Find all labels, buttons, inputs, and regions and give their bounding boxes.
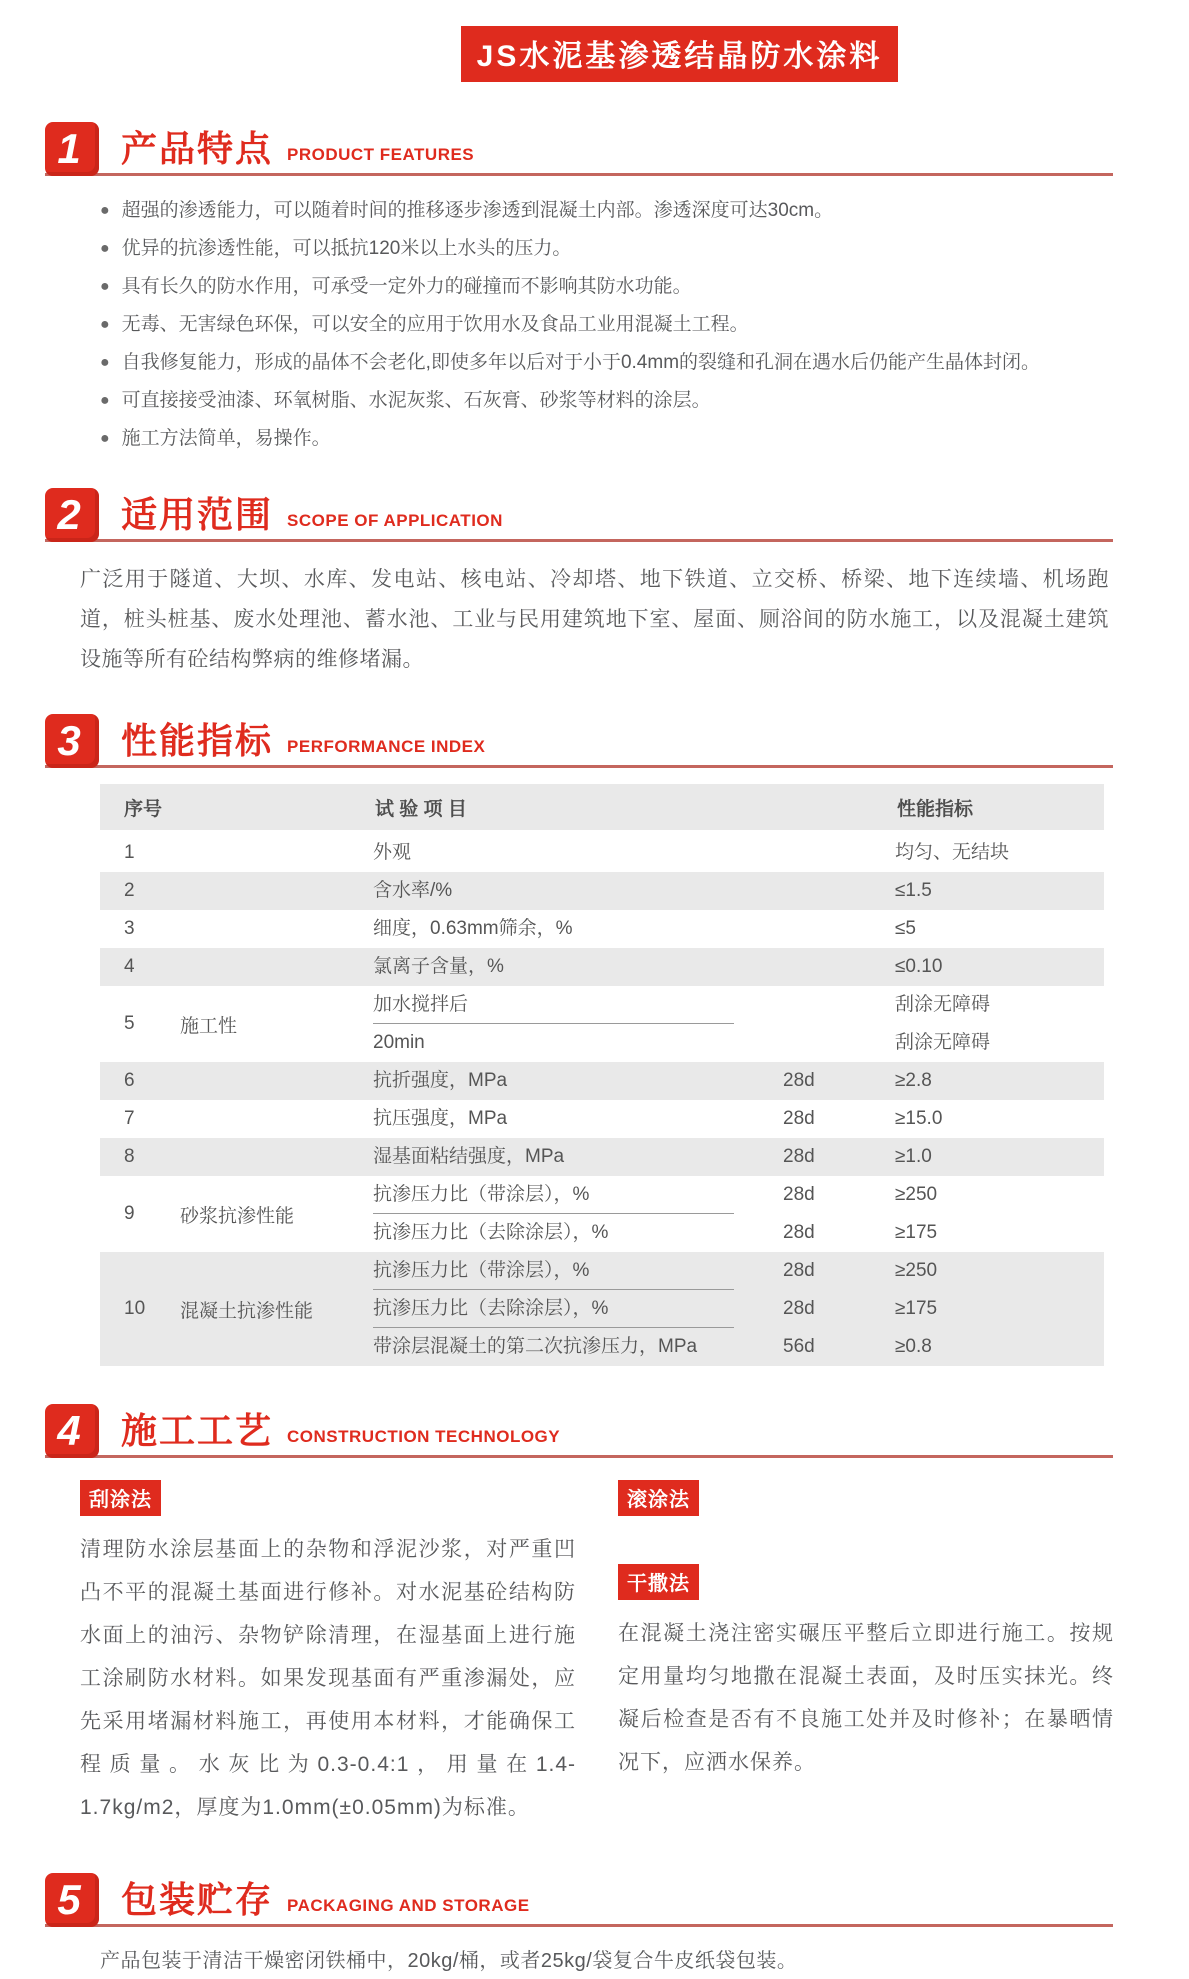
section-2-header xyxy=(45,484,1113,542)
cell-test-item xyxy=(373,1252,783,1366)
age-text: 28d xyxy=(783,1184,815,1205)
test-item-text: 外观 xyxy=(373,842,412,863)
table-row xyxy=(100,986,1104,1062)
test-item-text: 氯离子含量，% xyxy=(373,956,504,977)
index-value-text: 均匀、无结块 xyxy=(895,842,1010,863)
cell-index-value xyxy=(895,1100,1104,1138)
feature-bullet xyxy=(100,268,1113,306)
age-text: 28d xyxy=(783,1260,815,1281)
cell-index-value xyxy=(895,986,1104,1062)
cell-category: 施工性 xyxy=(180,1015,238,1037)
feature-bullet xyxy=(100,230,1113,268)
test-item-text: 抗折强度，MPa xyxy=(373,1070,508,1091)
cell-row-number: 10 xyxy=(124,1298,146,1319)
cell-index-value xyxy=(895,910,1104,948)
index-value-text: ≤0.10 xyxy=(895,956,943,977)
cell-age xyxy=(783,910,895,948)
section-4-number-badge: 4 xyxy=(45,1404,99,1458)
cell-index-value xyxy=(895,1176,1104,1252)
age-text: 28d xyxy=(783,1108,815,1129)
cell-category: 混凝土抗渗性能 xyxy=(180,1300,314,1322)
cell-test-item xyxy=(373,1100,783,1138)
header-col-item: 试 验 项 目 xyxy=(375,798,467,820)
age-text xyxy=(783,1024,895,1062)
test-item-text: 抗压强度，MPa xyxy=(373,1108,508,1129)
scrape-method-text: 清理防水涂层基面上的杂物和浮泥沙浆，对严重凹凸不平的混凝土基面进行修补。对水泥基砼结构防水面上的油污、杂物铲除清理，在湿基面上进行施工涂刷防水材料。如果发现基面有严重渗漏处，应先采用堵漏材料施工，再使用本材料，才能确保工程质量。水灰比为0.3-0.4:1，用量在1.4-1.7kg/m2，厚度为1.0mm(±0.05mm)为标准。 xyxy=(80,1538,576,1819)
test-item-text: 抗渗压力比（去除涂层），% xyxy=(373,1222,609,1243)
cell-row-number: 3 xyxy=(124,918,135,939)
cell-age xyxy=(783,1062,895,1100)
index-value-text: ≤5 xyxy=(895,918,916,939)
page-header xyxy=(0,26,1189,82)
cell-category: 砂浆抗渗性能 xyxy=(180,1205,295,1227)
index-value-text: ≥1.0 xyxy=(895,1146,932,1167)
cell-test-item xyxy=(373,986,783,1062)
cell-test-item xyxy=(373,948,783,986)
section-5-subtitle: PACKAGING AND STORAGE xyxy=(287,1896,530,1915)
table-row xyxy=(100,1062,1104,1100)
header-col-index: 性能指标 xyxy=(897,798,974,820)
cell-age xyxy=(783,948,895,986)
scrape-method-column xyxy=(80,1480,576,1829)
table-row xyxy=(100,872,1104,910)
age-text xyxy=(783,872,895,910)
section-4-subtitle: CONSTRUCTION TECHNOLOGY xyxy=(287,1427,561,1446)
roll-dry-method-column xyxy=(618,1480,1114,1829)
cell-index-value xyxy=(895,872,1104,910)
test-item-text: 抗渗压力比（带涂层），% xyxy=(373,1176,734,1214)
page-title: JS水泥基渗透结晶防水涂料 xyxy=(461,26,899,82)
test-item-text: 抗渗压力比（去除涂层），% xyxy=(373,1290,734,1328)
index-value-text: ≥2.8 xyxy=(895,1070,932,1091)
test-item-text: 加水搅拌后 xyxy=(373,986,734,1024)
table-row xyxy=(100,910,1104,948)
section-3-number-badge: 3 xyxy=(45,714,99,768)
table-row xyxy=(100,1176,1104,1252)
feature-bullet-text: 超强的渗透能力，可以随着时间的推移逐步渗透到混凝土内部。渗透深度可达30cm。 xyxy=(121,200,834,221)
age-text xyxy=(783,986,895,1024)
table-row xyxy=(100,1100,1104,1138)
feature-bullet-text: 优异的抗渗透性能，可以抵抗120米以上水头的压力。 xyxy=(121,238,572,259)
index-value-text: ≥175 xyxy=(895,1298,938,1319)
table-row xyxy=(100,1252,1104,1366)
cell-row-number: 2 xyxy=(124,880,135,901)
section-3-subtitle: PERFORMANCE INDEX xyxy=(287,737,486,756)
bullet-icon: ● xyxy=(100,392,110,409)
cell-age xyxy=(783,986,895,1062)
cell-age xyxy=(783,1138,895,1176)
cell-age xyxy=(783,1100,895,1138)
age-text xyxy=(783,948,895,986)
cell-row-number: 6 xyxy=(124,1070,135,1091)
section-1-number-badge: 1 xyxy=(45,122,99,176)
feature-bullet-text: 施工方法简单，易操作。 xyxy=(121,428,331,449)
feature-bullet-text: 具有长久的防水作用，可承受一定外力的碰撞而不影响其防水功能。 xyxy=(121,276,692,297)
cell-test-item xyxy=(373,1138,783,1176)
index-value-text: ≥0.8 xyxy=(895,1336,932,1357)
cell-test-item xyxy=(373,834,783,872)
bullet-icon: ● xyxy=(100,278,110,295)
test-item-text: 带涂层混凝土的第二次抗渗压力，MPa xyxy=(373,1336,698,1357)
table-row xyxy=(100,1138,1104,1176)
test-item-text: 20min xyxy=(373,1032,425,1053)
index-value-text: ≥15.0 xyxy=(895,1108,943,1129)
scrape-method-badge: 刮涂法 xyxy=(80,1480,161,1516)
cell-index-value xyxy=(895,834,1104,872)
cell-row-number: 4 xyxy=(124,956,135,977)
age-text: 28d xyxy=(783,1222,815,1243)
age-text: 28d xyxy=(783,1146,815,1167)
section-1-header xyxy=(45,118,1113,176)
section-3-title: 性能指标 xyxy=(121,720,274,761)
performance-table-header xyxy=(100,784,1104,830)
cell-test-item xyxy=(373,872,783,910)
feature-bullet xyxy=(100,306,1113,344)
bullet-icon: ● xyxy=(100,354,110,371)
section-4-header xyxy=(45,1400,1113,1458)
section-2-subtitle: SCOPE OF APPLICATION xyxy=(287,511,503,530)
section-2-title: 适用范围 xyxy=(121,494,274,535)
roll-method-badge: 滚涂法 xyxy=(618,1480,699,1516)
cell-test-item xyxy=(373,910,783,948)
cell-test-item xyxy=(373,1062,783,1100)
feature-bullet xyxy=(100,420,1113,458)
bullet-icon: ● xyxy=(100,316,110,333)
test-item-text: 含水率/% xyxy=(373,880,453,901)
cell-row-number: 5 xyxy=(124,1013,135,1034)
dry-method-text: 在混凝土浇注密实碾压平整后立即进行施工。按规定用量均匀地撒在混凝土表面，及时压实抹光。终凝后检查是否有不良施工处并及时修补；在暴晒情况下，应洒水保养。 xyxy=(618,1622,1114,1774)
dry-method-badge: 干撒法 xyxy=(618,1564,699,1600)
section-1-title: 产品特点 xyxy=(121,128,274,169)
cell-index-value xyxy=(895,1252,1104,1366)
performance-table-body xyxy=(100,834,1104,1366)
section-3-header xyxy=(45,710,1113,768)
cell-index-value xyxy=(895,1062,1104,1100)
cell-index-value xyxy=(895,948,1104,986)
age-text: 28d xyxy=(783,1298,815,1319)
index-value-text: ≤1.5 xyxy=(895,880,932,901)
header-col-no: 序号 xyxy=(124,798,163,820)
construction-columns xyxy=(80,1480,1114,1829)
index-value-text: ≥175 xyxy=(895,1222,938,1243)
cell-age xyxy=(783,834,895,872)
section-1-subtitle: PRODUCT FEATURES xyxy=(287,145,475,164)
index-value-text: 刮涂无障碍 xyxy=(895,994,991,1015)
section-2-number-badge: 2 xyxy=(45,488,99,542)
scope-paragraph: 广泛用于隧道、大坝、水库、发电站、核电站、冷却塔、地下铁道、立交桥、桥梁、地下连续墙、机场跑道，桩头桩基、废水处理池、蓄水池、工业与民用建筑地下室、屋面、厕浴间的防水施工，以及混凝土建筑设施等所有砼结构弊病的维修堵漏。 xyxy=(80,568,1109,671)
table-row xyxy=(100,948,1104,986)
cell-row-number: 9 xyxy=(124,1203,135,1224)
index-value-text: ≥250 xyxy=(895,1184,938,1205)
bullet-icon: ● xyxy=(100,202,110,219)
feature-bullet-text: 自我修复能力，形成的晶体不会老化,即使多年以后对于小于0.4mm的裂缝和孔洞在遇水后仍能产生晶体封闭。 xyxy=(121,352,1041,373)
section-4-title: 施工工艺 xyxy=(121,1410,274,1451)
section-5-title: 包装贮存 xyxy=(121,1879,274,1920)
age-text: 28d xyxy=(783,1070,815,1091)
index-value-text: ≥250 xyxy=(895,1260,938,1281)
cell-test-item xyxy=(373,1176,783,1252)
feature-bullet xyxy=(100,192,1113,230)
cell-row-number: 7 xyxy=(124,1108,135,1129)
test-item-text: 湿基面粘结强度，MPa xyxy=(373,1146,565,1167)
packaging-paragraph: 产品包装于清洁干燥密闭铁桶中，20kg/桶，或者25kg/袋复合牛皮纸袋包装。 xyxy=(100,1950,798,1972)
test-item-text: 抗渗压力比（带涂层），% xyxy=(373,1252,734,1290)
table-row xyxy=(100,834,1104,872)
section-5-header xyxy=(45,1869,1113,1927)
feature-bullet-list xyxy=(100,192,1113,458)
bullet-icon: ● xyxy=(100,240,110,257)
cell-age xyxy=(783,1252,895,1366)
feature-bullet-text: 无毒、无害绿色环保，可以安全的应用于饮用水及食品工业用混凝土工程。 xyxy=(121,314,749,335)
age-text xyxy=(783,834,895,872)
bullet-icon: ● xyxy=(100,430,110,447)
cell-row-number: 1 xyxy=(124,842,135,863)
index-value-text: 刮涂无障碍 xyxy=(895,1032,991,1053)
age-text xyxy=(783,910,895,948)
age-text: 56d xyxy=(783,1336,815,1357)
roll-method-empty-space xyxy=(618,1516,1114,1564)
test-item-text: 细度，0.63mm筛余，% xyxy=(373,918,573,939)
feature-bullet xyxy=(100,382,1113,420)
feature-bullet-text: 可直接接受油漆、环氧树脂、水泥灰浆、石灰膏、砂浆等材料的涂层。 xyxy=(121,390,711,411)
section-5-number-badge: 5 xyxy=(45,1873,99,1927)
cell-age xyxy=(783,872,895,910)
feature-bullet xyxy=(100,344,1113,382)
performance-table xyxy=(100,784,1104,1366)
cell-age xyxy=(783,1176,895,1252)
cell-index-value xyxy=(895,1138,1104,1176)
cell-row-number: 8 xyxy=(124,1146,135,1167)
